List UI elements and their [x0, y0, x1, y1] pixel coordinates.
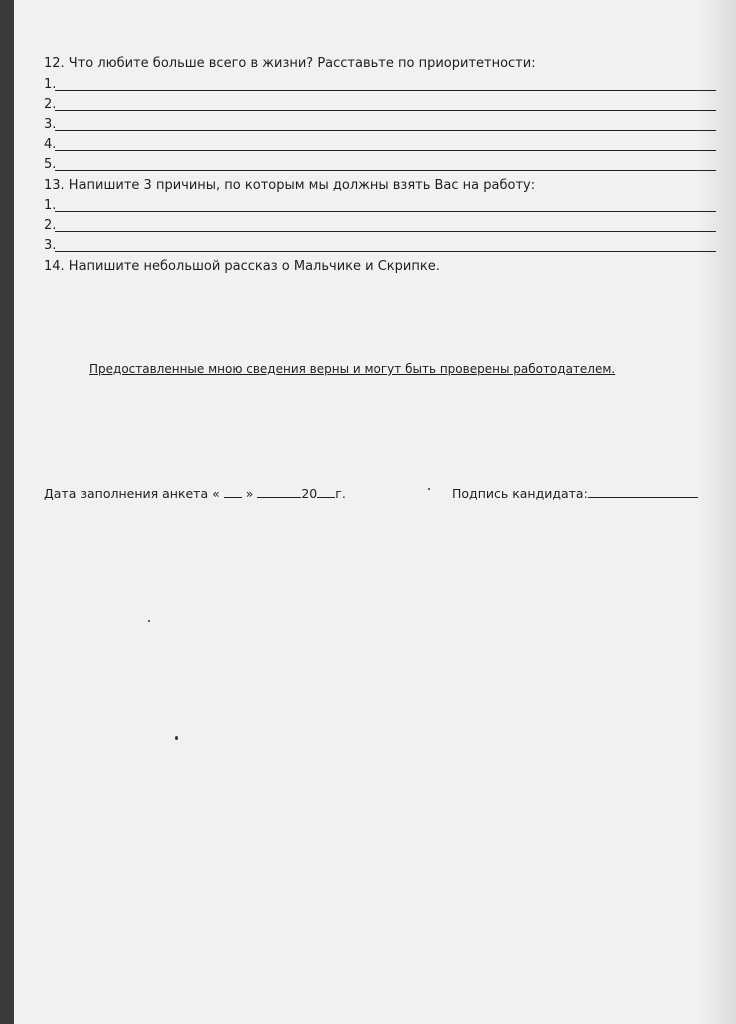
year-suffix: г. — [335, 486, 346, 501]
answer-rule — [55, 211, 716, 212]
answer-rule — [55, 90, 716, 91]
year-field[interactable] — [317, 485, 335, 498]
answer-line[interactable] — [44, 97, 716, 113]
candidate-signature — [452, 485, 698, 502]
answer-line[interactable] — [44, 238, 716, 254]
answer-line-number: 5. — [44, 157, 57, 172]
answer-line-number: 3. — [44, 117, 57, 132]
answer-rule — [55, 231, 716, 232]
signature-label: Подпись кандидата: — [452, 486, 588, 501]
answer-line-number: 2. — [44, 97, 57, 112]
scan-speck — [175, 736, 178, 740]
confirmation-statement: Предоставленные мною сведения верны и могут быть проверены работодателем. — [89, 362, 616, 376]
question-13: 13. Напишите 3 причины, по которым мы должны взять Вас на работу: — [44, 178, 536, 193]
answer-rule — [55, 110, 716, 111]
answer-rule — [55, 251, 716, 252]
answer-line[interactable] — [44, 218, 716, 234]
year-prefix: 20 — [301, 486, 318, 501]
question-14: 14. Напишите небольшой рассказ о Мальчике и Скрипке. — [44, 259, 440, 274]
day-field[interactable] — [224, 485, 242, 498]
scan-speck — [428, 488, 430, 490]
answer-line-number: 1. — [44, 77, 57, 92]
question-12: 12. Что любите больше всего в жизни? Расставьте по приоритетности: — [44, 56, 536, 71]
answer-line-number: 1. — [44, 198, 57, 213]
scan-edge-shadow — [696, 0, 736, 1024]
answer-rule — [55, 150, 716, 151]
signature-field[interactable] — [588, 485, 698, 498]
answer-line[interactable] — [44, 77, 716, 93]
date-label: Дата заполнения анкета « — [44, 486, 220, 501]
answer-rule — [55, 170, 716, 171]
answer-line-number: 4. — [44, 137, 57, 152]
month-field[interactable] — [257, 485, 301, 498]
answer-line[interactable] — [44, 117, 716, 133]
answer-line-number: 2. — [44, 218, 57, 233]
fill-date — [44, 485, 346, 502]
date-quote-close: » — [245, 486, 254, 501]
answer-line[interactable] — [44, 137, 716, 153]
answer-line[interactable] — [44, 157, 716, 173]
answer-line-number: 3. — [44, 238, 57, 253]
questionnaire-page — [14, 0, 736, 1024]
answer-rule — [55, 130, 716, 131]
scan-speck — [148, 620, 150, 622]
answer-line[interactable] — [44, 198, 716, 214]
